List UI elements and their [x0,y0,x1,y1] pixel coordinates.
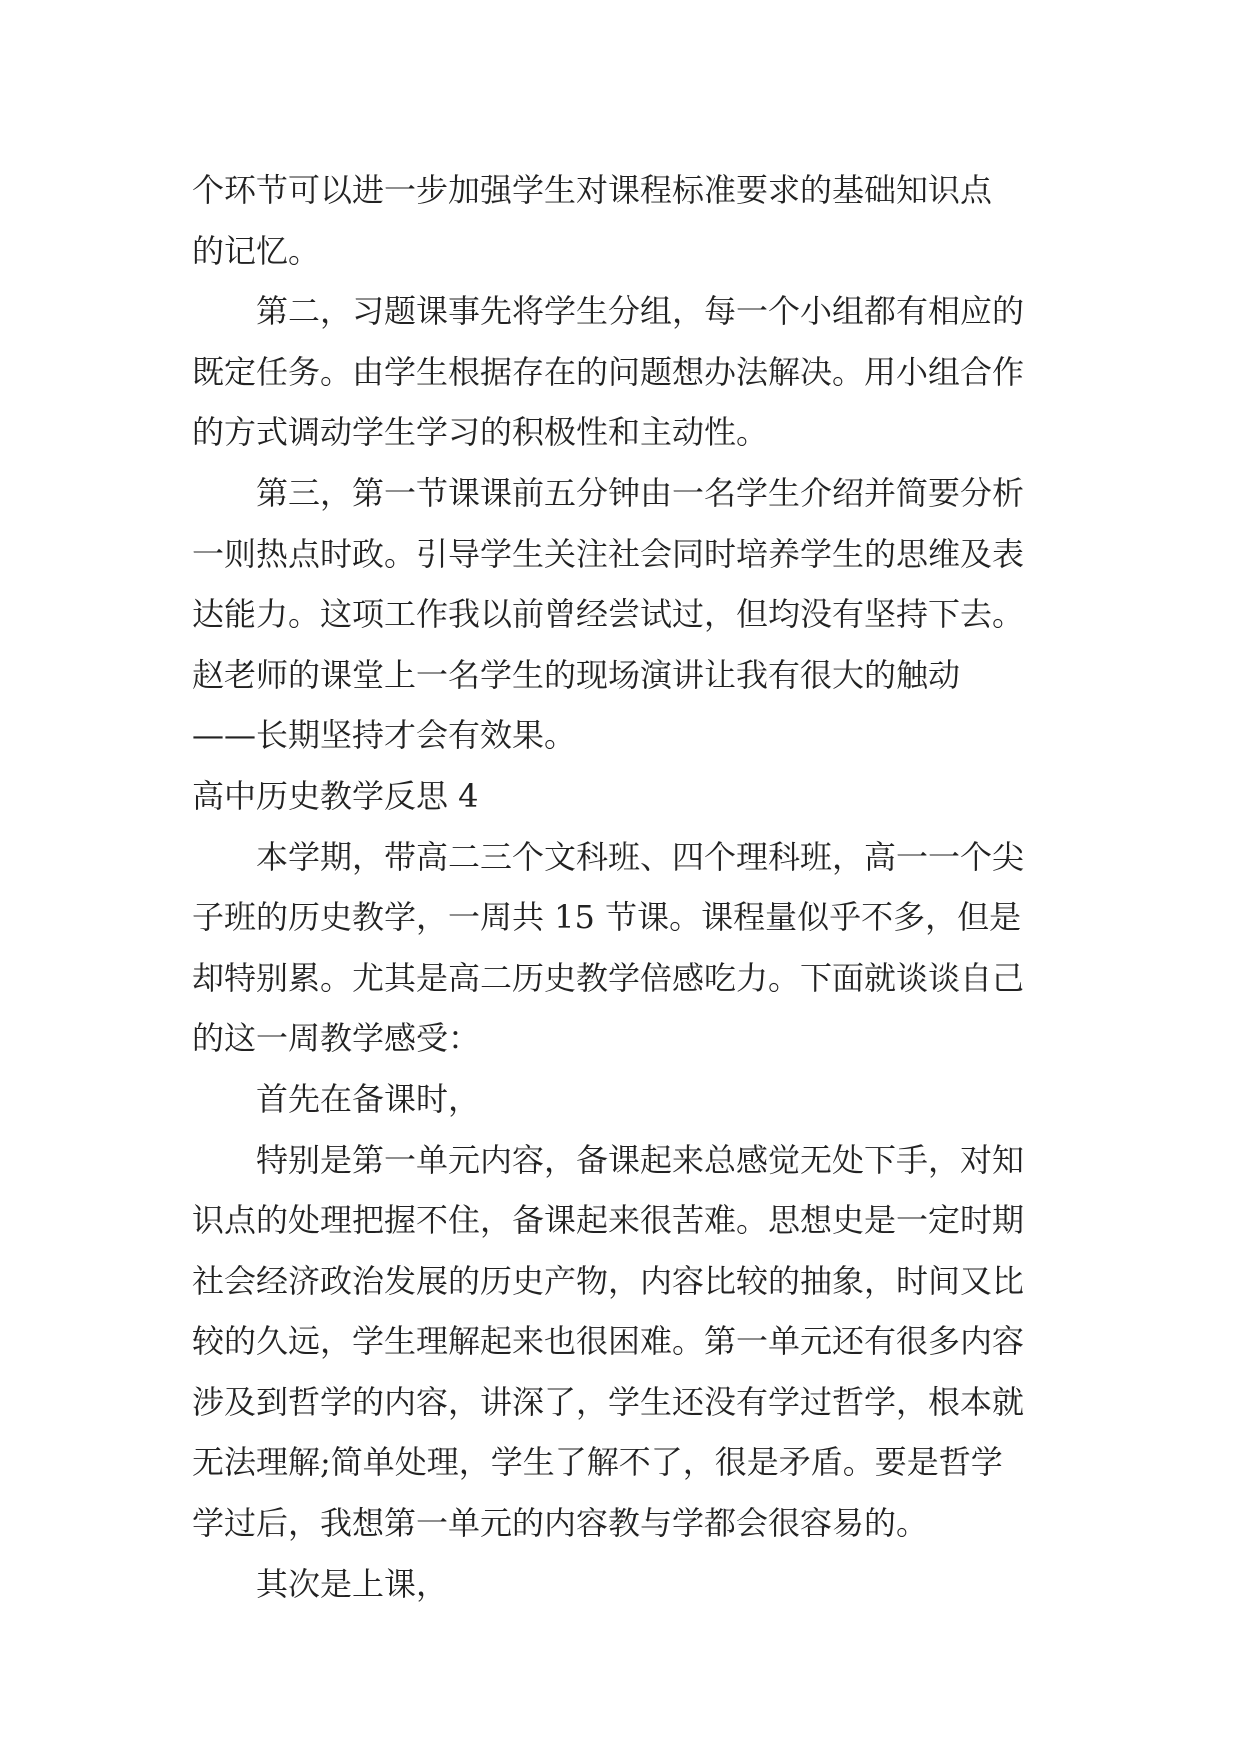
text-line: 却特别累。尤其是高二历史教学倍感吃力。下面就谈谈自己 [192,958,1025,997]
text-line: 首先在备课时， [256,1079,481,1118]
text-line: 学过后，我想第一单元的内容教与学都会很容易的。 [192,1504,929,1543]
section-heading: 高中历史教学反思 4 [192,776,479,815]
text-line: 一则热点时政。引导学生关注社会同时培养学生的思维及表 [192,534,1025,573]
text-line: 达能力。这项工作我以前曾经尝试过，但均没有坚持下去。 [192,595,1025,634]
text-line: 社会经济政治发展的历史产物，内容比较的抽象，时间又比 [192,1261,1025,1300]
text-line: 既定任务。由学生根据存在的问题想办法解决。用小组合作 [192,352,1025,391]
text-line: 无法理解;简单处理，学生了解不了，很是矛盾。要是哲学 [192,1443,1003,1482]
text-line: 较的久远，学生理解起来也很困难。第一单元还有很多内容 [192,1322,1025,1361]
text-line: 涉及到哲学的内容，讲深了，学生还没有学过哲学，根本就 [192,1382,1025,1421]
document-page [192,160,1062,1614]
text-line: 其次是上课， [256,1564,449,1603]
text-line: 特别是第一单元内容，备课起来总感觉无处下手，对知 [256,1140,1025,1179]
text-line: 识点的处理把握不住，备课起来很苦难。思想史是一定时期 [192,1201,1025,1240]
text-line: 的这一周教学感受： [192,1019,481,1058]
text-line: 的记忆。 [192,231,321,270]
text-line: 子班的历史教学，一周共 15 节课。课程量似乎不多，但是 [192,898,1022,937]
text-line: ——长期坚持才会有效果。 [192,716,577,755]
text-line: 的方式调动学生学习的积极性和主动性。 [192,413,769,452]
text-line: 第二，习题课事先将学生分组，每一个小组都有相应的 [256,292,1025,331]
text-line: 赵老师的课堂上一名学生的现场演讲让我有很大的触动 [192,655,961,694]
text-line: 第三，第一节课课前五分钟由一名学生介绍并简要分析 [256,473,1025,512]
text-line: 个环节可以进一步加强学生对课程标准要求的基础知识点 [192,171,993,209]
text-line: 本学期，带高二三个文科班、四个理科班，高一一个尖 [256,837,1025,876]
